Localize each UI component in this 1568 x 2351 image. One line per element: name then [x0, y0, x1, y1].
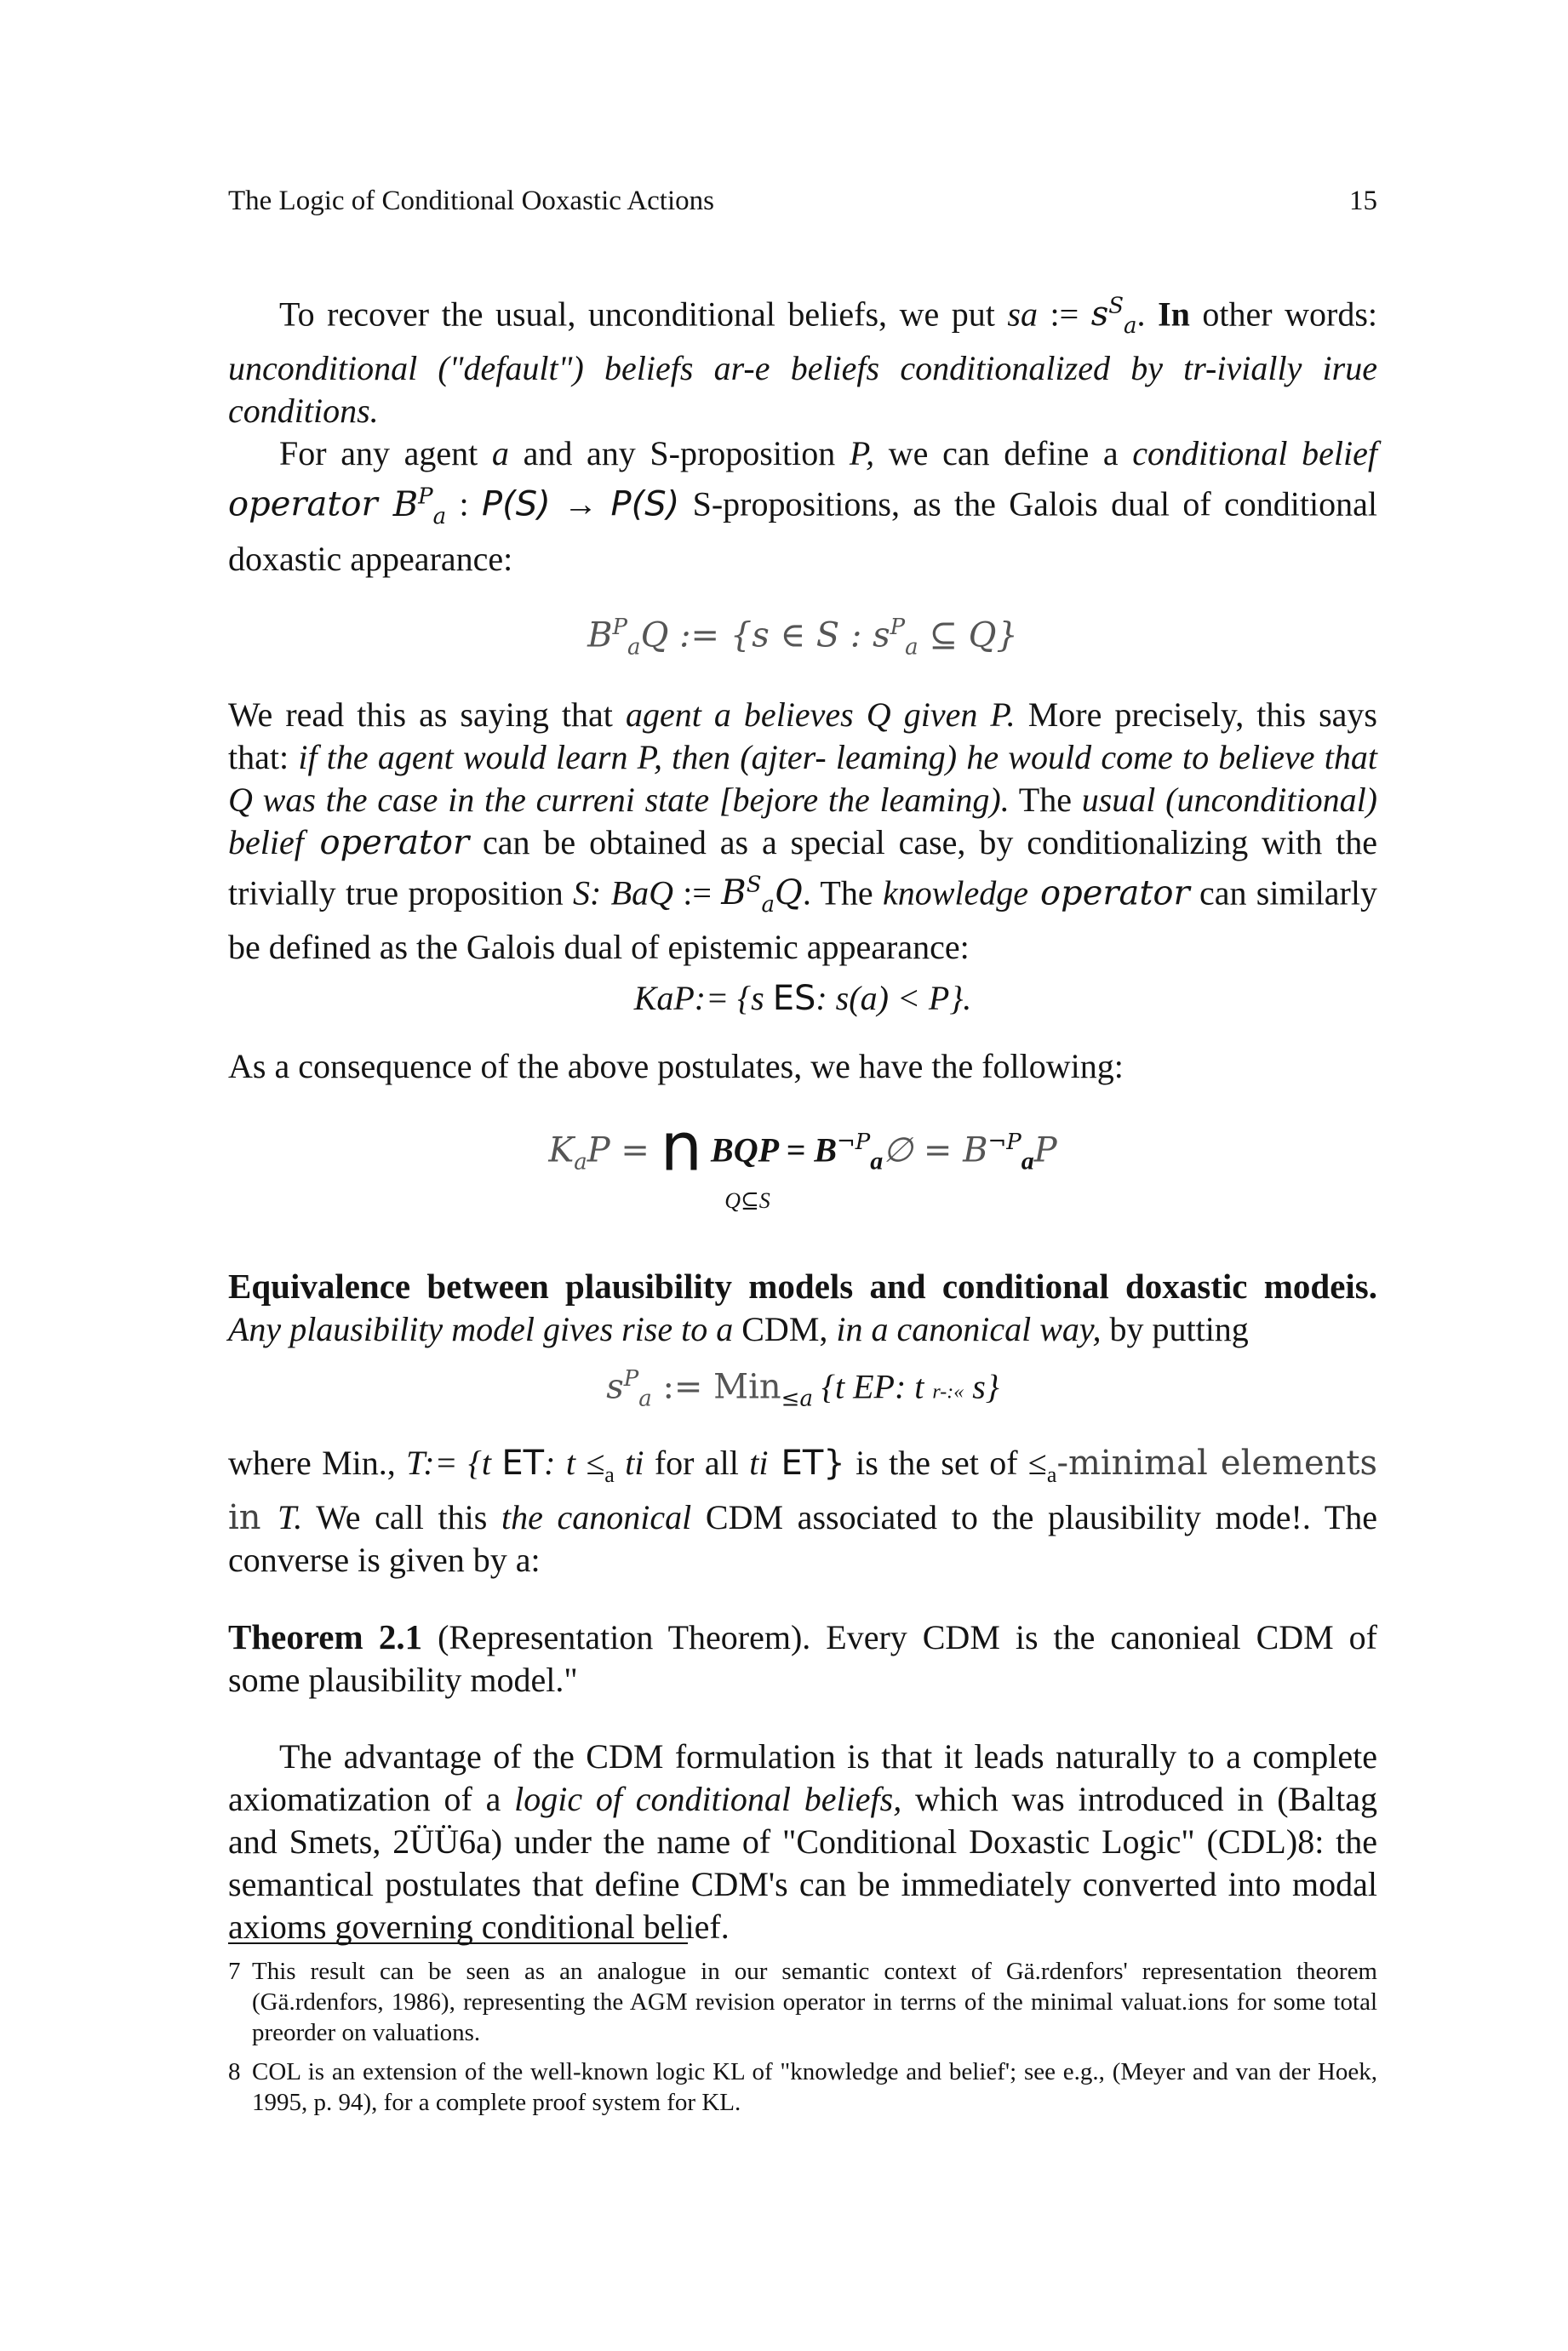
section-equivalence — [228, 1265, 1377, 1351]
text: -minimal elements in — [228, 1443, 1377, 1537]
math-sub: ≤a — [781, 1385, 813, 1411]
section-heading: Equivalence between plausibility models and conditional doxastic modeis. — [228, 1266, 1377, 1306]
big-intersection: n — [660, 1109, 703, 1187]
math-b-p-a — [392, 483, 447, 529]
math-et: ET} — [768, 1443, 845, 1483]
math-sub: a — [627, 633, 641, 660]
text: More precisely, this says that: — [228, 695, 1377, 776]
math-sub: a — [1124, 313, 1137, 340]
math-et: ET — [501, 1443, 545, 1483]
equation-conditional-belief — [228, 606, 1377, 668]
text: S-propositions, as the Galois dual of conditional doxastic appearance: — [228, 484, 1377, 578]
math-sub: a — [870, 1147, 884, 1176]
math-text: : s(a) < P}. — [815, 979, 972, 1018]
theorem-2-1 — [228, 1616, 1377, 1702]
math-sup: S — [1108, 294, 1124, 319]
math-glyph: r-:« — [932, 1380, 964, 1403]
math-sub: a — [638, 1385, 652, 1411]
text: and any S-proposition — [508, 434, 850, 473]
text: CDM associated to the plausibility mode!. The converse is given by a: — [228, 1497, 1377, 1579]
text: by putting — [1101, 1309, 1249, 1348]
footnote-8 — [228, 2056, 1377, 2118]
text: To recover the usual, unconditional beliefs, we put — [279, 295, 1008, 334]
footnote-rule — [228, 1942, 688, 1944]
math-sup: P — [418, 483, 433, 510]
math-text: ti — [614, 1443, 644, 1482]
emphasis-text: the canonical — [501, 1497, 692, 1536]
paragraph-min-definition — [228, 1442, 1377, 1582]
text: we can define a — [874, 434, 1133, 473]
paragraph-cdm-advantage — [228, 1736, 1377, 1948]
math-b: B — [587, 615, 613, 655]
math-sup: P — [890, 614, 906, 640]
theorem-label: Theorem 2.1 — [228, 1616, 423, 1656]
math-set: := {s ∈ S : s — [668, 615, 890, 655]
math-assign: := — [1037, 295, 1091, 334]
math-powerset: P(S) — [482, 484, 551, 524]
paragraph-consequence: As a consequence of the above postulates, we have the following: — [228, 1047, 1124, 1086]
text: where Min., — [228, 1443, 407, 1482]
text: . The — [802, 873, 883, 912]
math-min: := Min — [651, 1366, 781, 1406]
math-sub: a — [432, 503, 447, 529]
text: which was introduced in (Baltag and Smets, 2ÜÜ6a) under the name of "Conditional Doxastic Logic" (CDL)8: the semantical postulates that define CDM's can be immediately converted into modal axioms governing conditional belief. — [228, 1779, 1377, 1946]
math-text: {t EP: t — [812, 1366, 933, 1405]
math-s-sup-s-sub-a — [1090, 294, 1137, 340]
emphasis-text: S: BaQ — [573, 873, 673, 912]
bold-in: In — [1158, 295, 1190, 334]
text: CDM, — [741, 1309, 828, 1348]
math-text: P = — [587, 1130, 661, 1170]
math-q: Q — [775, 873, 803, 913]
text: : — [446, 484, 482, 523]
operator-word: operator — [1028, 873, 1190, 913]
math-text: ∅ = B — [883, 1130, 988, 1170]
math-text: KaP:= {s — [633, 979, 773, 1018]
math-sub: a — [574, 1149, 587, 1176]
text: The advantage of the CDM formulation is that it leads naturally to a complete axiomatization of a — [228, 1736, 1377, 1818]
footnote-text: This result can be seen as an analogue in our semantic context of Gä.rdenfors' representation theorem (Gä.rdenfors, 1986), representing the AGM revision operator in terrns of the minimal valuat.ions for some total preorder on valuations. — [252, 1958, 1377, 2046]
math-sub: a — [604, 1462, 615, 1487]
paragraph-reading — [228, 694, 1377, 969]
math-assign: := — [672, 873, 722, 912]
math-set: ⊆ Q} — [918, 615, 1018, 655]
math-a: a — [491, 434, 509, 473]
text: We read this as saying that — [228, 695, 626, 734]
emphasis-knowledge: knowledge — [882, 873, 1028, 912]
page-number: 15 — [1349, 186, 1377, 216]
footnote-mark: 8 — [228, 2058, 241, 2085]
text: . — [1136, 295, 1159, 334]
math-s: s — [1090, 295, 1109, 335]
emphasis-text: agent a believes Q given P. — [625, 695, 1016, 734]
math-p: P, — [849, 434, 875, 473]
math-sup: ¬P — [987, 1130, 1021, 1156]
math-text: ti — [749, 1443, 769, 1482]
emphasis-text: if the agent would learn P, then (ajter- leaming) he would come to believe that Q was the case in the curreni state [bejore the leaming). — [228, 737, 1377, 819]
math-sup: P — [623, 1365, 639, 1392]
emphasis-text: Any plausibility model gives rise to a — [228, 1309, 742, 1348]
body-text — [228, 285, 1377, 1948]
math-sub: a — [761, 892, 775, 918]
math-b: B — [392, 484, 419, 524]
paragraph-conditional-belief-operator — [228, 432, 1377, 580]
operator-word: operator — [228, 484, 393, 524]
text: for all — [644, 1443, 750, 1482]
running-title: The Logic of Conditional Ooxastic Actions — [228, 186, 714, 216]
equation-subscript: Q⊆S — [724, 1187, 770, 1213]
math-sup: S — [746, 872, 762, 898]
text: For any agent — [279, 434, 492, 473]
math-s: s — [606, 1366, 624, 1406]
running-header — [228, 186, 1377, 228]
math-es: ES — [772, 979, 816, 1019]
text: is the set of ≤ — [844, 1443, 1047, 1482]
text: The — [1009, 780, 1082, 819]
paragraph-unconditional-beliefs — [228, 285, 1377, 432]
emphasis-text: unconditional ("default") beliefs ar-e beliefs conditionalized by tr-ivially irue conditions. — [228, 349, 1377, 431]
emphasis-text: logic of conditional beliefs, — [514, 1779, 902, 1818]
math-sub: a — [1021, 1147, 1034, 1176]
math-text: s} — [964, 1366, 999, 1405]
math-arrow: → — [550, 484, 611, 523]
math-text: T:= {t — [406, 1443, 502, 1482]
footnote-7 — [228, 1956, 1377, 2048]
emphasis-text: in a canonical way, — [827, 1309, 1102, 1348]
equation-canonical-cdm — [228, 1358, 1377, 1420]
math-sub: a — [905, 633, 918, 660]
text: We call this — [302, 1497, 501, 1536]
math-t: T. — [277, 1497, 303, 1536]
theorem-text: (Representation Theorem). Every CDM is the canonieal CDM of some plausibility model." — [228, 1617, 1377, 1699]
math-k: K — [548, 1130, 575, 1170]
text: can similarly be defined as the Galois dual of epistemic appearance: — [228, 873, 1377, 967]
math-sa: sa — [1007, 295, 1038, 334]
footnote-mark: 7 — [228, 1958, 241, 1985]
math-q: Q — [640, 615, 669, 655]
math-p: P — [1033, 1130, 1057, 1170]
footnote-text: COL is an extension of the well-known logic KL of "knowledge and belief'; see e.g., (Meyer and van der Hoek, 1995, p. 94), for a complete proof system for KL. — [252, 2058, 1377, 2116]
emphasis-conditional-belief: conditional belief — [1132, 434, 1377, 473]
text: can be obtained as a special case, by conditionalizing with the trivially true proposition — [228, 822, 1377, 912]
math-b: B — [721, 873, 747, 913]
math-powerset: P(S) — [610, 484, 680, 524]
math-text: BQP = B — [702, 1130, 838, 1170]
footnotes — [228, 1956, 1377, 2126]
math-text: : t ≤ — [544, 1443, 605, 1482]
emphasis-text: usual (unconditional) belief — [228, 780, 1377, 861]
equation-knowledge-intersection — [228, 1109, 1377, 1187]
operator-word: operator — [303, 822, 470, 862]
math-b-s-a — [721, 872, 803, 918]
math-sup: ¬P — [837, 1130, 871, 1156]
text: other words: — [1189, 295, 1378, 334]
math-sup: P — [612, 614, 628, 640]
equation-knowledge — [228, 977, 1377, 1020]
math-sub: a — [1046, 1462, 1057, 1487]
